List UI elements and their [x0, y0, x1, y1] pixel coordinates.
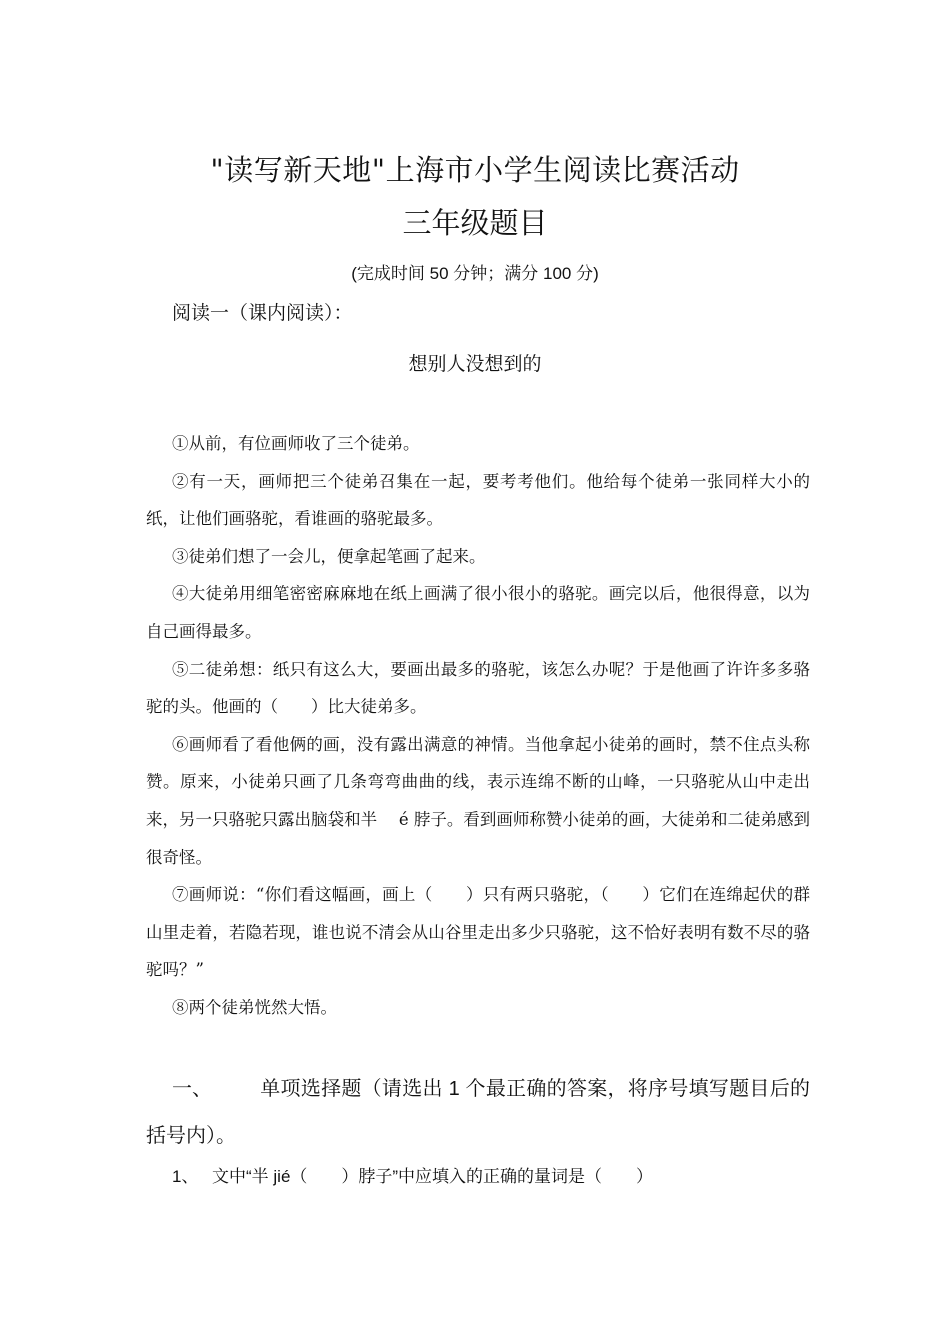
section-label: 阅读一（课内阅读）： [172, 302, 353, 324]
question-section-number: 一、 [172, 1078, 212, 1100]
question-number: 1、 [172, 1167, 199, 1186]
paragraph: ③徒弟们想了一会儿，便拿起笔画了起来。 [172, 546, 486, 566]
paragraph: ⑥画师看了看他俩的画，没有露出满意的神情。当他拿起小徒弟的画时，禁不住点头称赞。原来，小徒弟只画了几条弯弯曲曲的线，表示连绵不断的山峰，一只骆驼从山中走出来，另一只骆驼只露出脑袋和半 é 脖子。看到画师称赞小徒弟的画，大徒弟和二徒弟感到很奇怪。 [146, 734, 810, 867]
question-section-text: 单项选择题（请选出 1 个最正确的答案，将序号填写题目后的括号内）。 [146, 1078, 810, 1147]
reading-passage [146, 425, 810, 1027]
paragraph: ②有一天，画师把三个徒弟召集在一起，要考考他们。他给每个徒弟一张同样大小的纸，让他们画骆驼，看谁画的骆驼最多。 [146, 471, 810, 529]
question-text: 文中“半 jié（ ）脖子”中应填入的正确的量词是（ ） [212, 1167, 654, 1186]
story-title: 想别人没想到的 [408, 353, 542, 375]
question-section-heading [146, 1066, 810, 1160]
exam-meta: (完成时间 50 分钟；满分 100 分) [351, 264, 599, 283]
paragraph: ⑧两个徒弟恍然大悟。 [172, 997, 337, 1017]
document-subtitle: 三年级题目 [402, 206, 548, 240]
document-title: "读写新天地"上海市小学生阅读比赛活动 [210, 153, 740, 187]
paragraph: ⑤二徒弟想：纸只有这么大，要画出最多的骆驼，该怎么办呢？于是他画了许许多多骆驼的头。他画的（ ）比大徒弟多。 [146, 659, 810, 717]
paragraph: ①从前，有位画师收了三个徒弟。 [172, 434, 420, 453]
paragraph: ⑦画师说：“你们看这幅画，画上（ ）只有两只骆驼，（ ）它们在连绵起伏的群山里走着，若隐若现，谁也说不清会从山谷里走出多少只骆驼，这不恰好表明有数不尽的骆驼吗？” [146, 885, 810, 980]
question-item [172, 1162, 653, 1187]
paragraph: ④大徒弟用细笔密密麻麻地在纸上画满了很小很小的骆驼。画完以后，他很得意，以为自己画得最多。 [146, 584, 810, 641]
